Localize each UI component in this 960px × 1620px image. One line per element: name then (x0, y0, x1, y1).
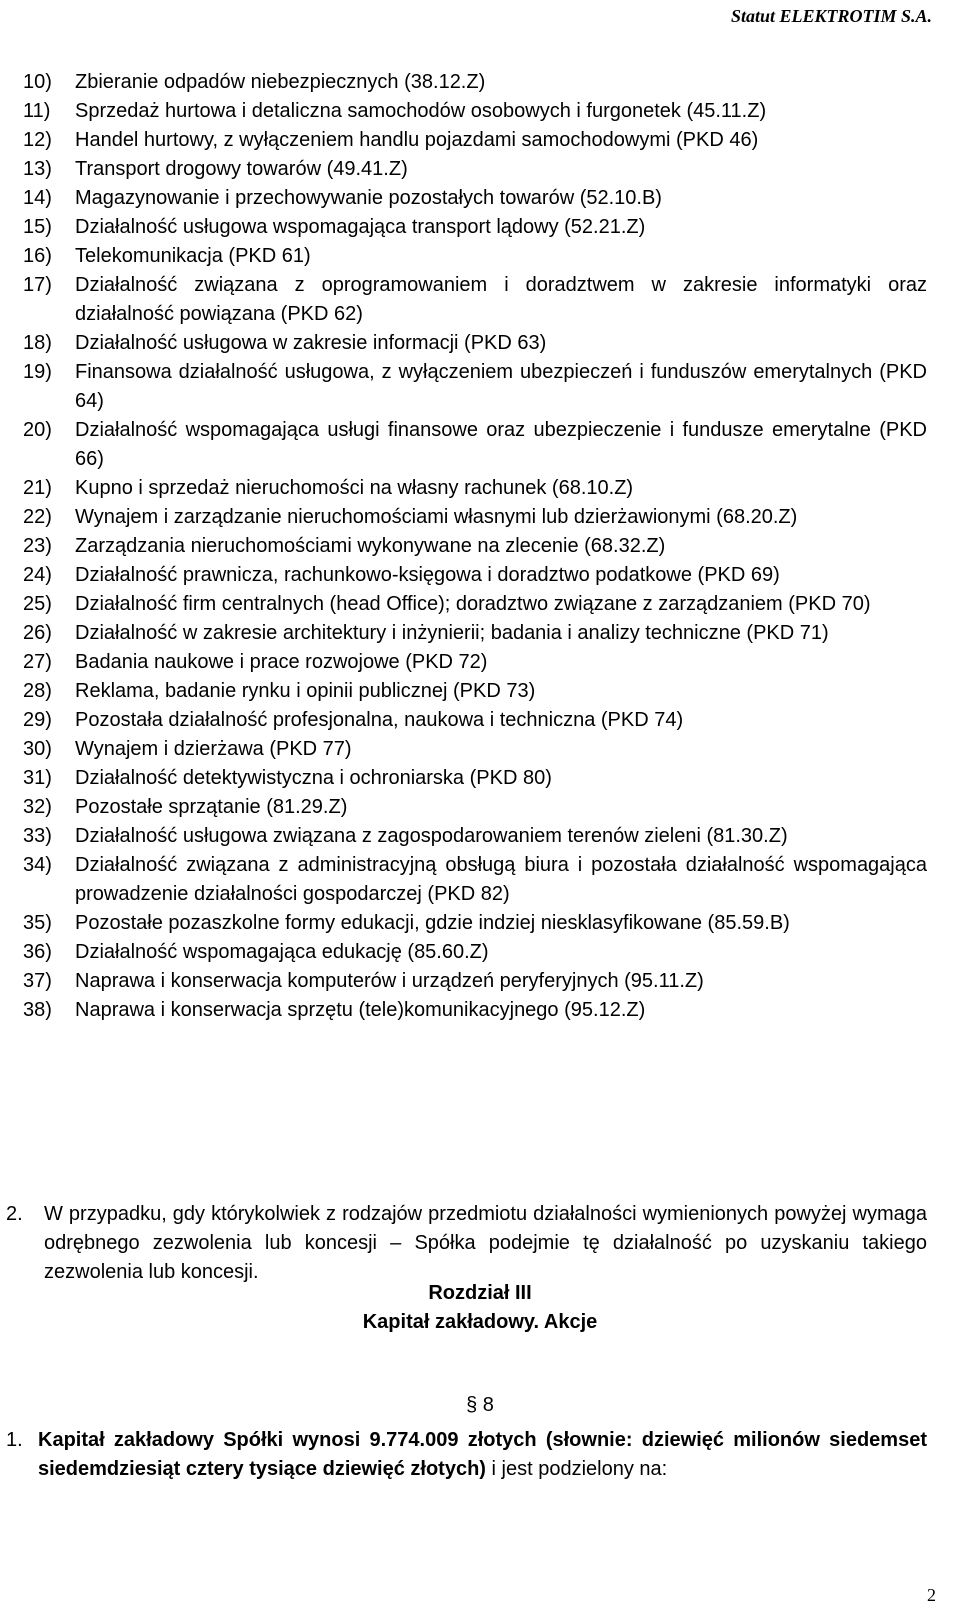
list-item-text: Działalność związana z oprogramowaniem i doradztwem w zakresie informatyki oraz działalność powiązana (PKD 62) (75, 274, 927, 325)
list-item-text: Magazynowanie i przechowywanie pozostałych towarów (52.10.B) (75, 187, 662, 209)
list-item-text: Działalność związana z administracyjną obsługą biura i pozostała działalność wspomagająca prowadzenie działalności gospodarczej (PKD 82) (75, 854, 927, 905)
activity-list (23, 68, 927, 1025)
chapter-title: Kapitał zakładowy. Akcje (362, 1311, 598, 1333)
list-item-number: 11) (23, 100, 51, 122)
document-header: Statut ELEKTROTIM S.A. (730, 6, 932, 26)
list-item-number: 30) (23, 738, 52, 760)
list-item-number: 21) (23, 477, 52, 499)
list-item (23, 271, 927, 329)
list-item-text: Działalność usługowa związana z zagospodarowaniem terenów zieleni (81.30.Z) (75, 825, 788, 847)
list-item-number: 15) (23, 216, 52, 238)
paragraph-point-1 (6, 1426, 927, 1484)
point-bold-text: Kapitał zakładowy Spółki wynosi 9.774.009 złotych (słownie: dziewięć milionów siedemset siedemdziesiąt cztery tysiące dziewięć złotych) (38, 1429, 927, 1480)
list-item-number: 25) (23, 593, 52, 615)
list-item (23, 97, 927, 126)
list-item-text: Zarządzania nieruchomościami wykonywane na zlecenie (68.32.Z) (75, 535, 666, 557)
list-item-number: 35) (23, 912, 52, 934)
list-item-text: Działalność w zakresie architektury i inżynierii; badania i analizy techniczne (PKD 71) (75, 622, 829, 644)
list-item-text: Badania naukowe i prace rozwojowe (PKD 72) (75, 651, 488, 673)
list-item (23, 329, 927, 358)
point-number: 2. (6, 1203, 23, 1225)
page-number: 2 (927, 1585, 936, 1605)
list-item (23, 793, 927, 822)
list-item-text: Pozostałe sprzątanie (81.29.Z) (75, 796, 348, 818)
list-item-text: Działalność firm centralnych (head Office); doradztwo związane z zarządzaniem (PKD 70) (75, 593, 871, 615)
list-item-text: Zbieranie odpadów niebezpiecznych (38.12.Z) (75, 71, 486, 93)
list-item (23, 561, 927, 590)
list-item-number: 34) (23, 854, 52, 876)
list-item-text: Działalność detektywistyczna i ochroniarska (PKD 80) (75, 767, 552, 789)
paragraph-point-2 (6, 1200, 927, 1287)
list-item (23, 996, 927, 1025)
paragraph-sign: § 8 (466, 1394, 494, 1416)
list-item-text: Działalność wspomagająca usługi finansowe oraz ubezpieczenie i fundusze emerytalne (PKD 66) (75, 419, 927, 470)
point-text: W przypadku, gdy którykolwiek z rodzajów przedmiotu działalności wymienionych powyżej wymaga odrębnego zezwolenia lub koncesji – Spółka podejmie tę działalność po uzyskaniu takiego zezwolenia lub koncesji. (44, 1203, 927, 1283)
list-item-text: Pozostałe pozaszkolne formy edukacji, gdzie indziej niesklasyfikowane (85.59.B) (75, 912, 790, 934)
list-item-text: Sprzedaż hurtowa i detaliczna samochodów osobowych i furgonetek (45.11.Z) (75, 100, 767, 122)
list-item-text: Handel hurtowy, z wyłączeniem handlu pojazdami samochodowymi (PKD 46) (75, 129, 759, 151)
list-item (23, 155, 927, 184)
list-item (23, 416, 927, 474)
list-item (23, 532, 927, 561)
list-item (23, 822, 927, 851)
list-item (23, 677, 927, 706)
list-item-number: 26) (23, 622, 52, 644)
list-item-text: Wynajem i dzierżawa (PKD 77) (75, 738, 352, 760)
list-item (23, 358, 927, 416)
list-item-text: Pozostała działalność profesjonalna, naukowa i techniczna (PKD 74) (75, 709, 684, 731)
point-number: 1. (6, 1429, 23, 1451)
list-item-number: 18) (23, 332, 52, 354)
list-item-number: 24) (23, 564, 52, 586)
list-item-number: 32) (23, 796, 52, 818)
list-item-text: Działalność usługowa w zakresie informacji (PKD 63) (75, 332, 547, 354)
list-item (23, 735, 927, 764)
list-item (23, 764, 927, 793)
list-item-number: 38) (23, 999, 52, 1021)
list-item-text: Telekomunikacja (PKD 61) (75, 245, 311, 267)
list-item-number: 36) (23, 941, 52, 963)
list-item-number: 10) (23, 71, 52, 93)
list-item-text: Kupno i sprzedaż nieruchomości na własny rachunek (68.10.Z) (75, 477, 634, 499)
point-text (38, 1426, 927, 1484)
list-item-number: 31) (23, 767, 52, 789)
list-item-number: 12) (23, 129, 52, 151)
list-item-number: 20) (23, 419, 52, 441)
list-item (23, 706, 927, 735)
list-item-number: 19) (23, 361, 52, 383)
list-item-text: Transport drogowy towarów (49.41.Z) (75, 158, 408, 180)
list-item-number: 33) (23, 825, 52, 847)
list-item (23, 967, 927, 996)
list-item-text: Działalność usługowa wspomagająca transport lądowy (52.21.Z) (75, 216, 646, 238)
list-item-text: Reklama, badanie rynku i opinii publicznej (PKD 73) (75, 680, 536, 702)
list-item (23, 590, 927, 619)
list-item-number: 27) (23, 651, 52, 673)
list-item-text: Działalność wspomagająca edukację (85.60.Z) (75, 941, 489, 963)
list-item-number: 37) (23, 970, 52, 992)
list-item (23, 938, 927, 967)
list-item (23, 126, 927, 155)
list-item (23, 242, 927, 271)
list-item (23, 648, 927, 677)
list-item-text: Finansowa działalność usługowa, z wyłączeniem ubezpieczeń i funduszów emerytalnych (PKD 64) (75, 361, 927, 412)
list-item-text: Naprawa i konserwacja sprzętu (tele)komunikacyjnego (95.12.Z) (75, 999, 646, 1021)
list-item (23, 503, 927, 532)
list-item (23, 213, 927, 242)
list-item (23, 474, 927, 503)
list-item-number: 17) (23, 274, 52, 296)
list-item-number: 23) (23, 535, 52, 557)
list-item-text: Wynajem i zarządzanie nieruchomościami własnymi lub dzierżawionymi (68.20.Z) (75, 506, 798, 528)
chapter-number: Rozdział III (428, 1282, 532, 1304)
list-item-number: 28) (23, 680, 52, 702)
list-item (23, 851, 927, 909)
list-item (23, 68, 927, 97)
list-item (23, 184, 927, 213)
list-item-text: Działalność prawnicza, rachunkowo-księgowa i doradztwo podatkowe (PKD 69) (75, 564, 780, 586)
point-rest-text: i jest podzielony na: (485, 1458, 668, 1480)
list-item-number: 13) (23, 158, 52, 180)
list-item-number: 29) (23, 709, 52, 731)
list-item (23, 909, 927, 938)
list-item-number: 16) (23, 245, 52, 267)
list-item-number: 14) (23, 187, 52, 209)
list-item-text: Naprawa i konserwacja komputerów i urządzeń peryferyjnych (95.11.Z) (75, 970, 704, 992)
list-item-number: 22) (23, 506, 52, 528)
list-item (23, 619, 927, 648)
